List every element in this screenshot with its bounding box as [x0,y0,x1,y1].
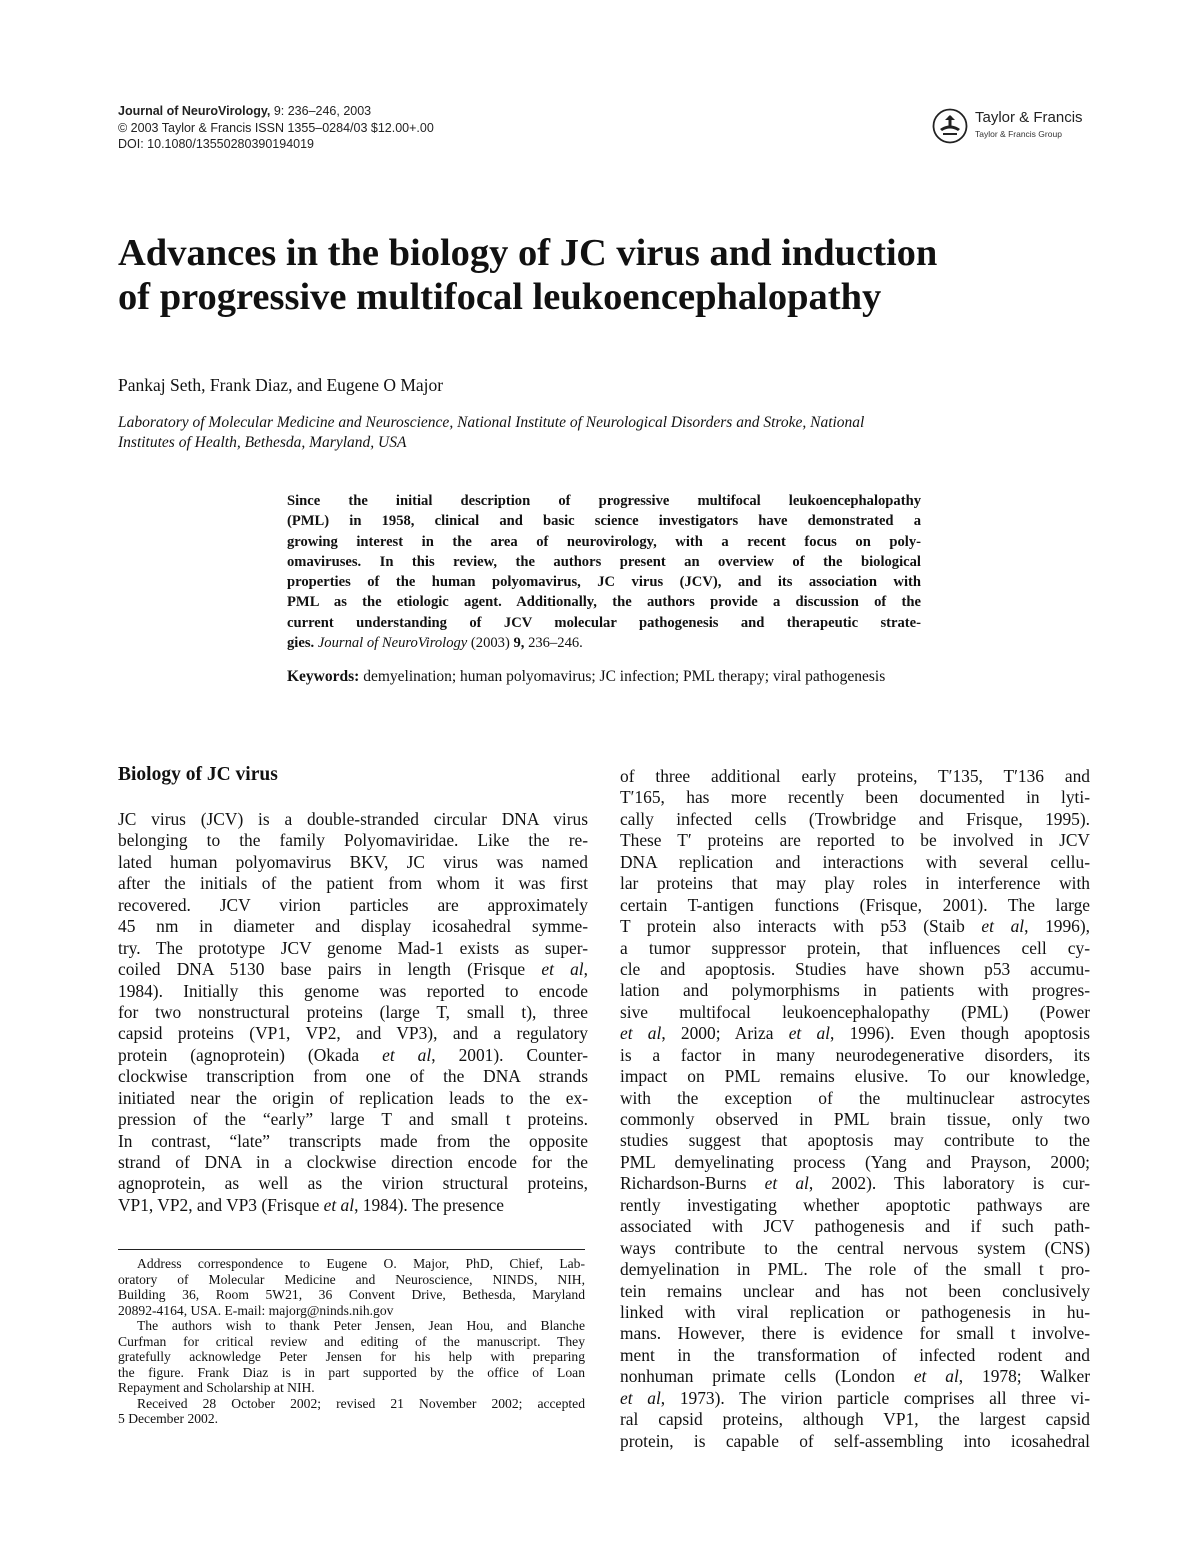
et-al-italic: et al [620,1387,661,1408]
et-al-italic: et al [788,1023,831,1044]
text-line: et al, 2000; Ariza et al, 1996). Even though apoptosis [620,1023,1090,1044]
text-line: try. The prototype JCV genome Mad-1 exists as super- [118,937,588,958]
text-line: cle and apoptosis. Studies have shown p53 accumu- [620,958,1090,979]
taylor-francis-logo-icon [932,108,968,144]
footnote-line: The authors wish to thank Peter Jensen, Jean Hou, and Blanche [137,1318,585,1333]
abstract-line-end: gies. [287,635,315,652]
text-line: protein (agnoprotein) (Okada et al, 2001). Counter- [118,1044,588,1065]
citation-volume: 9, [513,635,525,652]
text-line: protein, is capable of self-assembling into icosahedral [620,1430,1090,1451]
text-line: lation and polymorphisms in patients with progres- [620,980,1090,1001]
text-line: ways contribute to the central nervous system (CNS) [620,1237,1090,1258]
et-al-italic: et al [382,1044,432,1065]
footnote-line: the figure. Frank Diaz is in part supported by the office of Loan [118,1364,585,1380]
abstract-line: growing interest in the area of neurovirology, with a recent focus on poly- [287,533,921,550]
footnote-line: gratefully acknowledge Peter Jensen for his help with preparing [118,1349,585,1364]
text-line: lated human polyomavirus BKV, JC virus was named [118,851,588,872]
text-line: DNA replication and interactions with several cellu- [620,851,1090,872]
abstract-line: Since the initial description of progressive multifocal leukoencephalopathy [287,493,921,509]
text-line: with the exception of the multinuclear astrocytes [620,1087,1090,1108]
citation-journal: Journal of NeuroVirology [317,635,468,652]
text-line: demyelination in PML. The role of the small t pro- [620,1259,1090,1280]
text-line: ral capsid proteins, although VP1, the largest capsid [620,1409,1090,1430]
keywords [287,666,921,687]
keywords-text: demyelination; human polyomavirus; JC infection; PML therapy; viral pathogenesis [359,668,886,685]
text-line: rently investigating whether apoptotic pathways are [620,1194,1090,1215]
text-line: cally infected cells (Trowbridge and Frisque, 1995). [620,808,1090,829]
et-al-italic: et al [981,916,1025,937]
text-line: clockwise transcription from one of the DNA strands [118,1066,588,1087]
et-al-italic: et al [323,1194,355,1215]
text-line: commonly observed in PML brain tissue, only two [620,1109,1090,1129]
footnote-line: 5 December 2002. [118,1411,219,1426]
text-line: ment in the transformation of infected rodent and [620,1344,1090,1365]
footnote-line: Address correspondence to Eugene O. Major, PhD, Chief, Lab- [137,1256,585,1271]
affiliation-line: Institutes of Health, Bethesda, Maryland, USA [118,433,407,451]
text-line: belonging to the family Polyomaviridae. Like the re- [118,830,588,851]
footnote-line: 20892-4164, USA. E-mail: majorg@ninds.nih.gov [118,1302,394,1318]
footnote-line: Repayment and Scholarship at NIH. [118,1380,315,1395]
abstract-line: current understanding of JCV molecular pathogenesis and therapeutic strate- [287,614,921,631]
journal-citation [118,103,434,120]
citation-pages: 236–246. [524,635,583,652]
right-column [620,766,1090,1452]
footnote-line: oratory of Molecular Medicine and Neuroscience, NINDS, NIH, [118,1271,585,1287]
footnote-line: Received 28 October 2002; revised 21 November 2002; accepted [137,1395,585,1411]
left-column [118,809,588,1216]
text-line: of three additional early proteins, T′135, T′136 and [620,766,1090,786]
title-line: Advances in the biology of JC virus and induction [118,232,938,274]
text-line: et al, 1973). The virion particle comprises all three vi- [620,1387,1090,1408]
footnote-divider [118,1249,585,1250]
text-line: lar proteins that may play roles in interference with [620,873,1090,894]
affiliation-line: Laboratory of Molecular Medicine and Neuroscience, National Institute of Neurological Disorders and Stroke, National [118,414,865,431]
abstract-citation-line [287,633,921,653]
text-line: pression of the “early” large T and small t proteins. [118,1109,588,1130]
article-title [118,231,1098,319]
text-line: tein remains unclear and has not been conclusively [620,1280,1090,1301]
keywords-label: Keywords: [287,668,360,685]
et-al-italic: et al [620,1023,662,1044]
text-line: recovered. JCV virion particles are approximately [118,894,588,915]
abstract-line: properties of the human polyomavirus, JC virus (JCV), and its association with [287,574,921,591]
publisher-name: Taylor & Francis [975,109,1083,126]
journal-name: Journal of NeuroVirology, [118,104,271,118]
footnotes [118,1256,585,1427]
et-al-italic: et al [541,959,584,980]
text-line: PML demyelinating process (Yang and Prayson, 2000; [620,1151,1090,1172]
text-line: T protein also interacts with p53 (Staib et al, 1996), [620,916,1090,937]
abstract-line: (PML) in 1958, clinical and basic science investigators have demonstrated a [287,513,921,530]
text-line: These T′ proteins are reported to be involved in JCV [620,830,1090,851]
et-al-italic: et al [764,1173,809,1194]
title-line: of progressive multifocal leukoencephalopathy [118,276,882,318]
text-line: JC virus (JCV) is a double-stranded circular DNA virus [118,809,588,829]
abstract-line: PML as the etiologic agent. Additionally, the authors provide a discussion of the [287,594,921,611]
text-line: capsid proteins (VP1, VP2, and VP3), and a regulatory [118,1023,588,1044]
text-line: In contrast, “late” transcripts made from the opposite [118,1130,588,1151]
copyright-line: © 2003 Taylor & Francis ISSN 1355–0284/03 $12.00+.00 [118,120,434,135]
text-line: 45 nm in diameter and display icosahedral symme- [118,916,588,937]
text-line: linked with viral replication or pathogenesis in hu- [620,1301,1090,1322]
abstract-line: omaviruses. In this review, the authors present an overview of the biological [287,553,921,570]
citation-year: (2003) [467,635,514,652]
text-line: after the initials of the patient from whom it was first [118,873,588,894]
text-line: initiated near the origin of replication leads to the ex- [118,1087,588,1108]
text-line: coiled DNA 5130 base pairs in length (Frisque et al, [118,959,588,980]
footnote-line: Curfman for critical review and editing of the manuscript. They [118,1333,585,1349]
doi-line: DOI: 10.1080/13550280390194019 [118,137,315,151]
text-line: studies suggest that apoptosis may contribute to the [620,1130,1090,1151]
text-line: sive multifocal leukoencephalopathy (PML) (Power [620,1001,1090,1022]
text-line: nonhuman primate cells (London et al, 1978; Walker [620,1366,1090,1387]
text-line: T′165, has more recently been documented in lyti- [620,787,1090,808]
section-heading: Biology of JC virus [118,764,278,785]
journal-header [118,103,434,153]
publisher-logo [932,108,1097,144]
et-al-italic: et al [913,1366,959,1387]
text-line: a tumor suppressor protein, that influences cell cy- [620,937,1090,958]
text-line: for two nonstructural proteins (large T, small t), three [118,1001,588,1022]
author-list: Pankaj Seth, Frank Diaz, and Eugene O Major [118,375,444,395]
text-line: associated with JCV pathogenesis and if such path- [620,1216,1090,1237]
text-line: certain T-antigen functions (Frisque, 2001). The large [620,894,1090,915]
footnote-line: Building 36, Room 5W21, 36 Convent Drive, Bethesda, Maryland [118,1287,585,1302]
text-line: 1984). Initially this genome was reported to encode [118,980,588,1001]
text-line: is a factor in many neurodegenerative disorders, its [620,1044,1090,1065]
text-line: VP1, VP2, and VP3 (Frisque et al, 1984). The presence [118,1194,504,1215]
text-line: strand of DNA in a clockwise direction encode for the [118,1152,588,1172]
text-line: agnoprotein, as well as the virion structural proteins, [118,1173,588,1194]
publisher-group: Taylor & Francis Group [975,129,1062,139]
affiliation [118,413,1098,452]
journal-volume-pages: 9: 236–246, 2003 [270,104,372,118]
abstract [287,491,921,653]
text-line: impact on PML remains elusive. To our knowledge, [620,1066,1090,1087]
text-line: Richardson-Burns et al, 2002). This laboratory is cur- [620,1173,1090,1194]
text-line: mans. However, there is evidence for small t involve- [620,1323,1090,1344]
